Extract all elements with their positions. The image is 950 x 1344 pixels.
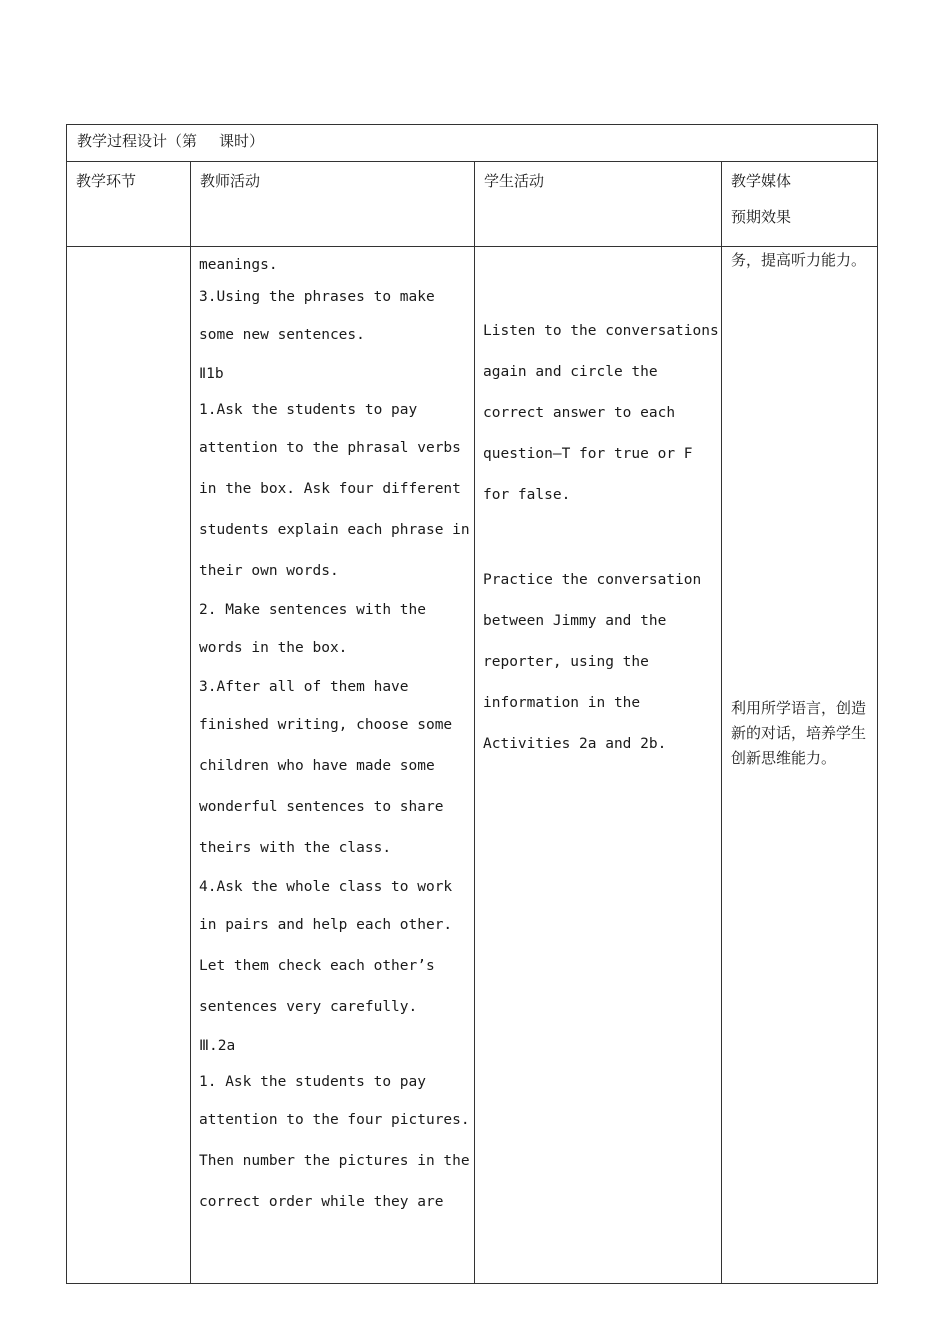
teacher-line: words in the box. bbox=[199, 640, 348, 656]
student-activity-cell bbox=[475, 247, 722, 1284]
teacher-activity-cell bbox=[191, 247, 475, 1284]
teacher-line: 2. Make sentences with the bbox=[199, 602, 426, 618]
header-segment bbox=[67, 162, 191, 247]
student-line: information in the bbox=[483, 695, 641, 711]
table-title bbox=[67, 125, 878, 162]
student-line: Practice the conversation bbox=[483, 572, 702, 588]
student-line: reporter, using the bbox=[483, 654, 649, 670]
header-student-label: 学生活动 bbox=[484, 172, 545, 190]
header-effect-label: 预期效果 bbox=[731, 208, 792, 226]
student-line: for false. bbox=[483, 487, 571, 503]
teacher-line: 4.Ask the whole class to work bbox=[199, 879, 453, 895]
teacher-line: children who have made some bbox=[199, 758, 435, 774]
teacher-line: attention to the phrasal verbs bbox=[199, 440, 461, 456]
teacher-line: attention to the four pictures. bbox=[199, 1112, 470, 1128]
teacher-line: 1. Ask the students to pay bbox=[199, 1074, 426, 1090]
teacher-line: some new sentences. bbox=[199, 327, 365, 343]
teacher-line: in the box. Ask four different bbox=[199, 481, 461, 497]
teacher-line: 3.Using the phrases to make bbox=[199, 289, 435, 305]
teacher-line: wonderful sentences to share bbox=[199, 799, 444, 815]
media-note-creative: 利用所学语言，创造新的对话，培养学生创新思维能力。 bbox=[731, 699, 867, 767]
teacher-line: their own words. bbox=[199, 563, 339, 579]
header-teacher bbox=[191, 162, 475, 247]
header-segment-label: 教学环节 bbox=[76, 172, 137, 190]
student-line: Listen to the conversations bbox=[483, 323, 719, 339]
teacher-line: meanings. bbox=[199, 257, 278, 273]
header-student bbox=[475, 162, 722, 247]
teacher-line: sentences very carefully. bbox=[199, 999, 418, 1015]
teacher-line: 3.After all of them have bbox=[199, 679, 409, 695]
header-media bbox=[722, 162, 878, 247]
segment-cell bbox=[67, 247, 191, 1284]
student-line: question—T for true or F bbox=[483, 446, 693, 462]
student-line: again and circle the bbox=[483, 364, 658, 380]
teacher-line: 1.Ask the students to pay bbox=[199, 402, 418, 418]
media-effect-cell bbox=[722, 247, 878, 1284]
teacher-line: theirs with the class. bbox=[199, 840, 392, 856]
teacher-line: correct order while they are bbox=[199, 1194, 444, 1210]
teacher-line: in pairs and help each other. bbox=[199, 917, 453, 933]
header-teacher-label: 教师活动 bbox=[200, 172, 261, 190]
media-note-listening: 务，提高听力能力。 bbox=[731, 251, 867, 269]
title-left: 教学过程设计（第 bbox=[77, 132, 198, 150]
teacher-line: students explain each phrase in bbox=[199, 522, 470, 538]
student-line: correct answer to each bbox=[483, 405, 676, 421]
student-line: Activities 2a and 2b. bbox=[483, 736, 667, 752]
lesson-plan-table bbox=[66, 124, 878, 1284]
teacher-line: finished writing, choose some bbox=[199, 717, 453, 733]
teacher-line: Ⅱ1b bbox=[199, 366, 224, 382]
title-right: 课时） bbox=[219, 132, 265, 150]
student-line: between Jimmy and the bbox=[483, 613, 667, 629]
teacher-line: Then number the pictures in the bbox=[199, 1153, 470, 1169]
teacher-line: Ⅲ.2a bbox=[199, 1038, 236, 1054]
header-media-label: 教学媒体 bbox=[731, 172, 792, 190]
teacher-line: Let them check each other’s bbox=[199, 958, 435, 974]
